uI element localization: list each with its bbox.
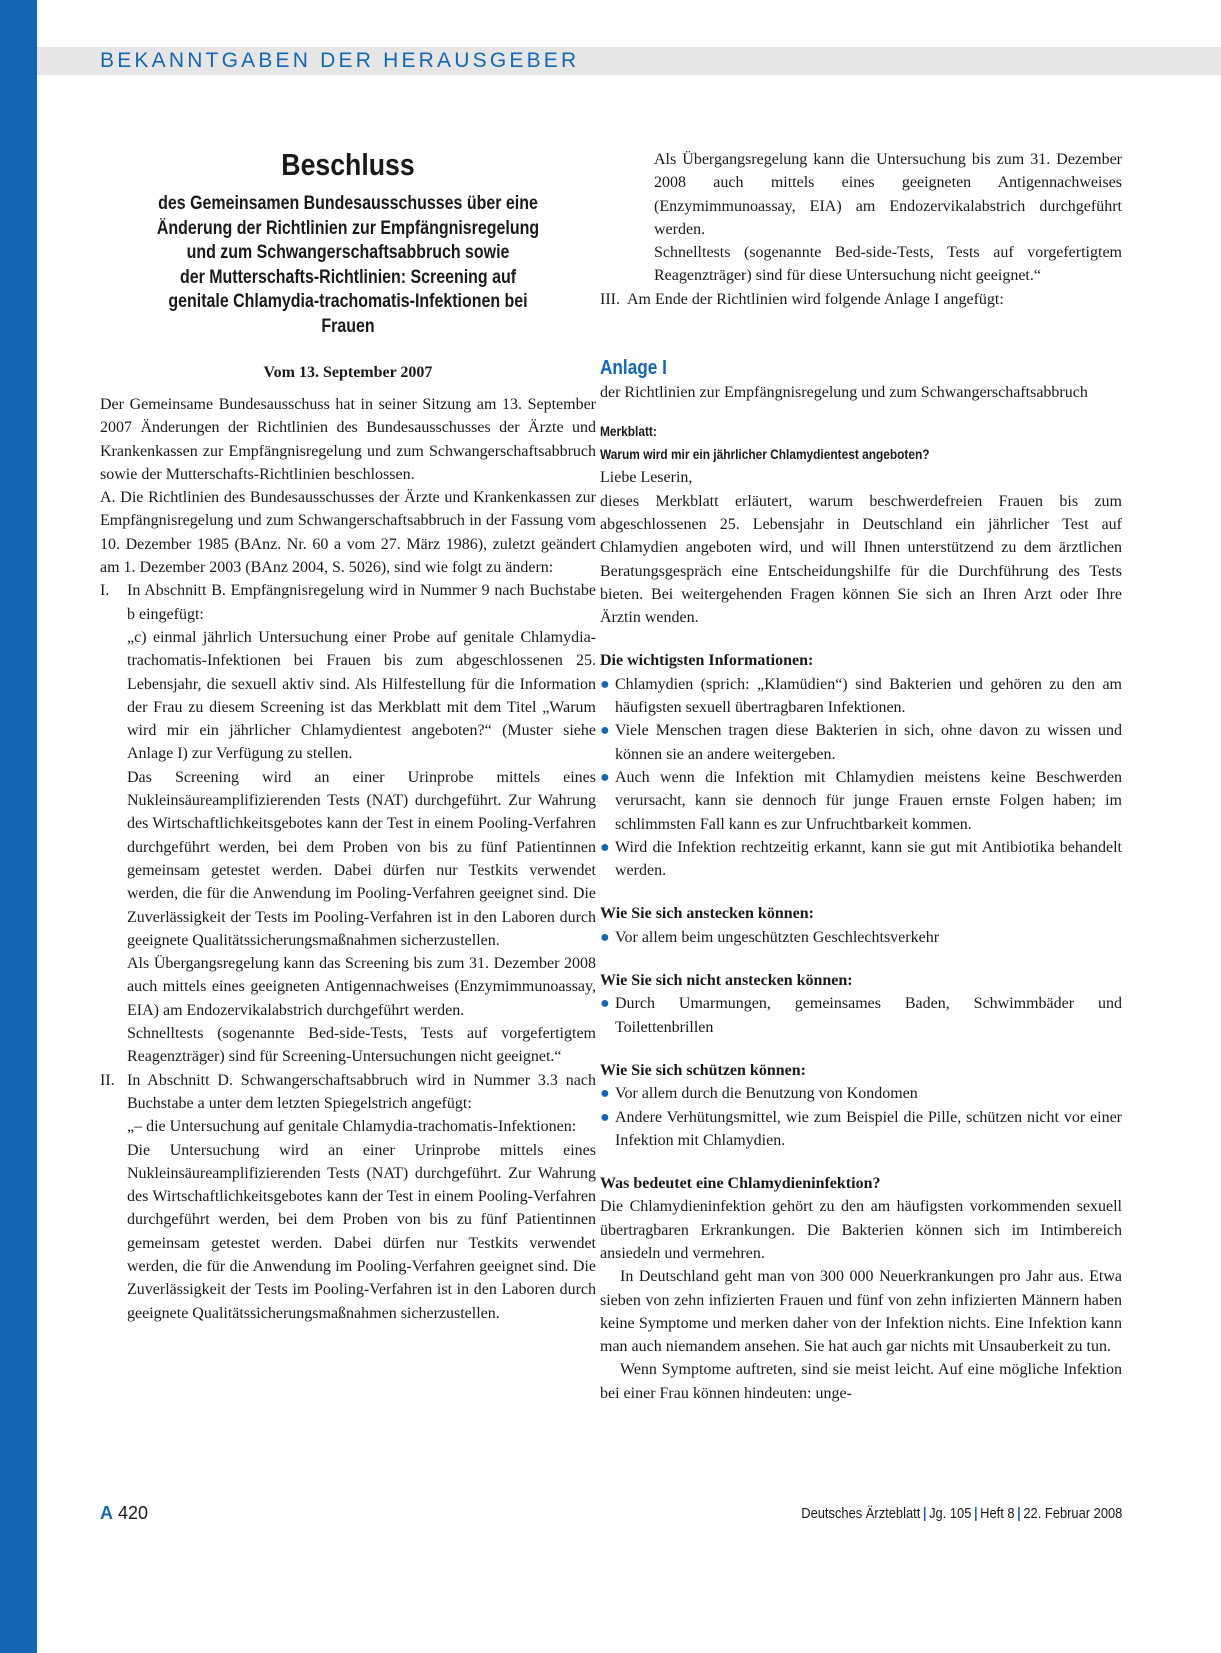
page-number (100, 1503, 148, 1524)
list-item: ● Auch wenn die Infektion mit Chlamydien meistens keine Beschwerden verursacht, kann sie dennoch für junge Frauen ernste Folgen haben; im schlimmsten Fall kann es zur Unfruchtbarkeit kommen. (600, 766, 1122, 836)
item-ii-number: II. (100, 1071, 115, 1089)
list-item: ● Durch Umarmungen, gemeinsames Baden, Schwimmbäder und Toilettenbrillen (600, 992, 1122, 1039)
subtitle-line: der Mutterschafts-Richtlinien: Screening auf (179, 266, 517, 288)
item-ii (100, 1069, 596, 1325)
item-ii-paragraph: Als Übergangsregelung kann die Untersuchung bis zum 31. Dezember 2008 auch mittels eines geeigneten Antigennachweises (Enzymimmunoassay, EIA) am Endozervikalabstrich durchgeführt werden. (654, 151, 1122, 238)
anlage-subtitle: der Richtlinien zur Empfängnisregelung und zum Schwangerschaftsabbruch (600, 384, 1088, 402)
journal-footer: Deutsches Ärzteblatt | Jg. 105 | Heft 8 | 22. Februar 2008 (800, 1505, 1122, 1522)
bullet-icon: ● (600, 1108, 610, 1126)
blue-sidebar-stripe (0, 0, 37, 1653)
subtitle-line: des Gemeinsamen Bundesausschusses über eine (158, 193, 538, 214)
item-i-paragraph: Als Übergangsregelung kann das Screening bis zum 31. Dezember 2008 auch mittels eines geeigneten Antigennachweises (Enzymimmunoassay, EIA) am Endozervikalabstrich durchgeführt werden. (127, 955, 596, 1019)
journal-volume: Jg. 105 (928, 1505, 972, 1522)
item-i (100, 579, 596, 1068)
anlage-title: Anlage I (600, 357, 667, 380)
bullet-icon: ● (600, 928, 610, 946)
subtitle-line: und zum Schwangerschaftsabbruch sowie (186, 242, 510, 263)
list-item: ● Vor allem durch die Benutzung von Kondomen (600, 1082, 1122, 1105)
item-ii-paragraph: Schnelltests (sogenannte Bed-side-Tests, Tests auf vorgefertigtem Reagenzträger) sind für diese Untersuchung nicht geeignet.“ (654, 244, 1122, 285)
heading-bedeutung: Was bedeutet eine Chlamydieninfektion? (600, 1175, 881, 1193)
greeting: Liebe Leserin, (600, 469, 693, 487)
item-i-number: I. (100, 582, 110, 600)
merkblatt-label: Merkblatt: (600, 423, 657, 440)
heading-info: Die wichtigsten Informationen: (600, 652, 814, 670)
journal-date: 22. Februar 2008 (1023, 1505, 1122, 1522)
item-i-paragraph: In Abschnitt B. Empfängnisregelung wird in Nummer 9 nach Buchstabe b eingefügt: (127, 582, 596, 623)
item-i-paragraph: „c) einmal jährlich Untersuchung einer Probe auf genitale Chlamydia-trachomatis-Infektionen bei Frauen bis zum abgeschlossenen 25. Lebensjahr, die sexuell aktiv sind. Als Hilfestellung für die Information der Frau zu diesem Screening ist das Merkblatt mit dem Titel „Warum wird mir ein jährlicher Chlamydientest angeboten?“ (Muster siehe Anlage I) zur Verfügung zu stellen. (127, 628, 596, 763)
item-ii-paragraph: „– die Untersuchung auf genitale Chlamydia-trachomatis-Infektionen: (127, 1118, 577, 1136)
bedeutung-paragraph: Wenn Symptome auftreten, sind sie meist leicht. Auf eine mögliche Infektion bei einer Frau können hindeuten: unge- (600, 1361, 1122, 1402)
item-i-paragraph: Schnelltests (sogenannte Bed-side-Tests, Tests auf vorgefertigtem Reagenzträger) sind für Screening-Untersuchungen nicht geeignet.“ (127, 1025, 596, 1066)
bedeutung-paragraph: Die Chlamydieninfektion gehört zu den am häufigsten vorkommenden sexuell übertragbaren Erkrankungen. Die Bakterien können sich im Intimbereich ansiedeln und vermehren. (600, 1198, 1122, 1262)
list-item: ● Chlamydien (sprich: „Klamüdien“) sind Bakterien und gehören zu den am häufigsten sexuell übertragbaren Infektionen. (600, 673, 1122, 720)
item-iii-paragraph: Am Ende der Richtlinien wird folgende Anlage I angefügt: (627, 290, 1004, 308)
merkblatt-intro: dieses Merkblatt erläutert, warum beschwerdefreien Frauen bis zum abgeschlossenen 25. Lebensjahr in Deutschland ein jährlicher Test auf Chlamydien angeboten wird, und will Ihnen unterstützend zu dem ärztlichen Beratungsgespräch eine Entscheidungshilfe für die Durchführung des Tests bieten. Bei weitergehenden Fragen können Sie sich an Ihren Arzt oder Ihre Ärztin wenden. (600, 492, 1122, 627)
list-item: ● Andere Verhütungsmittel, wie zum Beispiel die Pille, schützen nicht vor einer Infektion mit Chlamydien. (600, 1106, 1122, 1153)
section-a-paragraph: A. Die Richtlinien des Bundesausschusses der Ärzte und Krankenkassen zur Empfängnisregelung und zum Schwangerschaftsabbruch in der Fassung vom 10. Dezember 1985 (BAnz. Nr. 60 a vom 27. März 1986), zuletzt geändert am 1. Dezember 2003 (BAnz 2004, S. 5026), sind wie folgt zu ändern: (100, 489, 596, 577)
bullet-icon: ● (600, 995, 610, 1013)
schuetzen-list (600, 1082, 1122, 1152)
heading-anstecken: Wie Sie sich anstecken können: (600, 905, 814, 923)
item-i-paragraph: Das Screening wird an einer Urinprobe mittels eines Nukleinsäureamplifizierenden Tests (NAT) durchgeführt. Zur Wahrung des Wirtschaftlichkeitsgebotes kann der Test in einem Pooling-Verfahren durchgeführt werden, bei dem Proben von bis zu fünf Patientinnen gemeinsam getestet werden. Dabei dürfen nur Testkits verwendet werden, die für die Anwendung im Pooling-Verfahren geeignet sind. Die Zuverlässigkeit der Tests im Pooling-Verfahren ist in den Laboren durch geeignete Qualitätssicherungsmaßnahmen sicherzustellen. (127, 768, 596, 949)
bullet-icon: ● (600, 838, 610, 856)
heading-nicht-anstecken: Wie Sie sich nicht anstecken können: (600, 972, 853, 990)
bullet-icon: ● (600, 768, 610, 786)
item-ii-continued (627, 148, 1122, 288)
item-iii-number: III. (600, 290, 620, 308)
heading-schuetzen: Wie Sie sich schützen können: (600, 1061, 806, 1079)
subtitle-line: genitale Chlamydia-trachomatis-Infektionen bei Frauen (168, 291, 528, 337)
title-subtitle (100, 192, 596, 339)
item-ii-paragraph: Die Untersuchung wird an einer Urinprobe mittels eines Nukleinsäureamplifizierenden Tests (NAT) durchgeführt. Zur Wahrung des Wirtschaftlichkeitsgebotes kann der Test in einem Pooling-Verfahren durchgeführt werden, bei dem Proben von bis zu fünf Patientinnen gemeinsam getestet werden. Dabei dürfen nur Testkits verwendet werden, die für die Anwendung im Pooling-Verfahren geeignet sind. Die Zuverlässigkeit der Tests im Pooling-Verfahren ist in den Laboren durch geeignete Qualitätssicherungsmaßnahmen sicherzustellen. (127, 1141, 596, 1322)
bullet-icon: ● (600, 1085, 610, 1103)
nicht-anstecken-list (600, 992, 1122, 1039)
left-column (100, 148, 596, 1325)
info-list (600, 673, 1122, 883)
merkblatt-heading (600, 420, 1122, 466)
page-title: Beschluss (281, 147, 415, 182)
decision-date: Vom 13. September 2007 (263, 364, 433, 381)
section-header: BEKANNTGABEN DER HERAUSGEBER (100, 49, 580, 72)
bedeutung-paragraph: In Deutschland geht man von 300 000 Neuerkrankungen pro Jahr aus. Etwa sieben von zehn infizierten Frauen und fünf von zehn infizierten Männern haben keine Symptome und merken daher von der Infektion nichts. Eine Infektion kann man auch niemandem ansehen. Sie hat auch gar nichts mit Unsauberkeit zu tun. (600, 1268, 1122, 1356)
subtitle-line: Änderung der Richtlinien zur Empfängnisregelung (156, 217, 540, 239)
list-item: ● Wird die Infektion rechtzeitig erkannt, kann sie gut mit Antibiotika behandelt werden. (600, 836, 1122, 883)
intro-paragraph: Der Gemeinsame Bundesausschuss hat in seiner Sitzung am 13. September 2007 Änderungen der Richtlinien des Bundesausschusses der Ärzte und Krankenkassen zur Empfängnisregelung und zum Schwangerschaftsabbruch sowie der Mutterschafts-Richtlinien beschlossen. (100, 396, 596, 483)
page-number-value: 420 (118, 1503, 149, 1523)
right-column (600, 148, 1122, 1405)
list-item: ● Vor allem beim ungeschützten Geschlechtsverkehr (600, 926, 1122, 949)
item-iii (600, 288, 1122, 311)
bullet-icon: ● (600, 675, 610, 693)
item-ii-paragraph: In Abschnitt D. Schwangerschaftsabbruch wird in Nummer 3.3 nach Buchstabe a unter dem letzten Spiegelstrich angefügt: (127, 1071, 596, 1112)
journal-name: Deutsches Ärzteblatt (800, 1505, 920, 1522)
journal-issue: Heft 8 (979, 1505, 1015, 1522)
anlage-section (600, 355, 1122, 1405)
anstecken-list (600, 926, 1122, 949)
merkblatt-question: Warum wird mir ein jährlicher Chlamydientest angeboten? (600, 446, 930, 463)
list-item: ● Viele Menschen tragen diese Bakterien in sich, ohne davon zu wissen und können sie an andere weitergeben. (600, 719, 1122, 766)
bullet-icon: ● (600, 722, 610, 740)
page-letter: A (100, 1503, 113, 1523)
